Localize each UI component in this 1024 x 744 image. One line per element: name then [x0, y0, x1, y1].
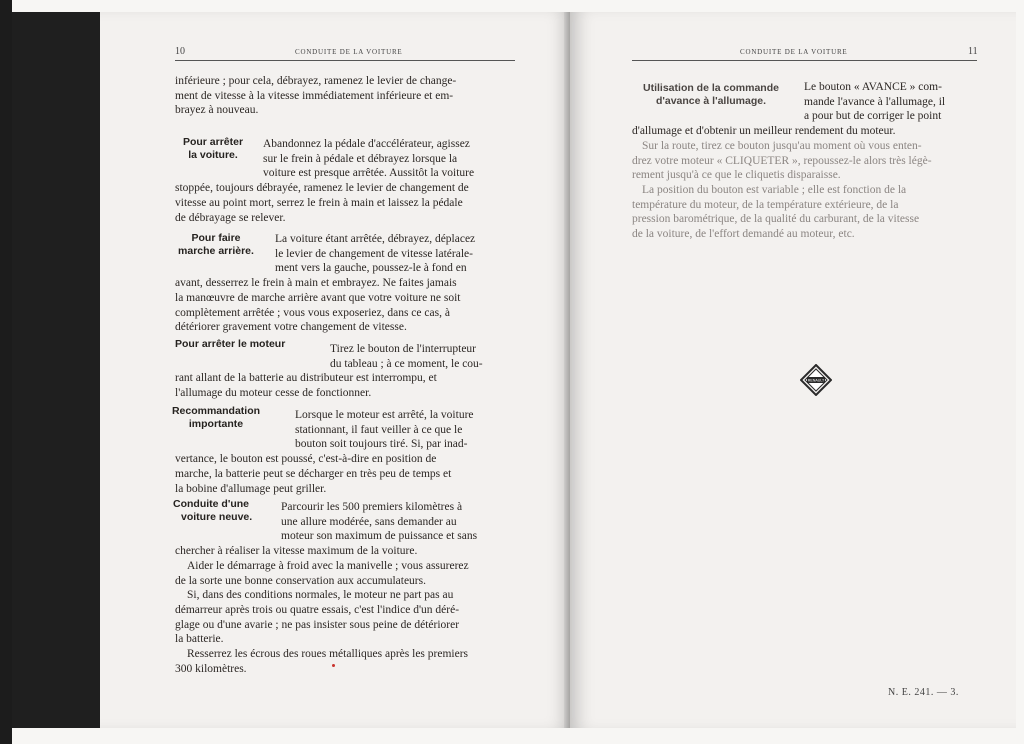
- section-paragraph-marche-arriere: La voiture étant arrêtée, débrayez, déplacez le levier de changement de vitesse latérale- ment vers la gauche, poussez-le à fond en avant, desserrez le frein à main et embrayez. Ne faites jamais la manœuvre de marche arrière avant que votre voiture ne soit complètement arrêtée ; vous vous exposeriez, dans ce cas, à détériorer gravement votre changement de vitesse.: [175, 233, 476, 334]
- text-line: brayez à nouveau.: [175, 104, 259, 117]
- section-heading-voiture-neuve: Conduite d'une voiture neuve.: [173, 498, 253, 523]
- right-header-rule: [632, 60, 977, 61]
- left-page: [100, 12, 570, 728]
- section-heading-marche-arriere: Pour faire marche arrière.: [178, 232, 254, 257]
- left-page-number: 10: [175, 46, 185, 57]
- text-line: ment de vitesse à la vitesse immédiatement inférieure et em-: [175, 89, 454, 102]
- section-heading-arreter-moteur: Pour arrêter le moteur: [175, 338, 286, 350]
- right-running-head: CONDUITE DE LA VOITURE: [740, 48, 848, 56]
- renault-diamond-logo: [800, 364, 832, 396]
- section-heading-recommandation: Recommandation importante: [171, 405, 261, 430]
- section-paragraph-recommandation: Lorsque le moteur est arrêté, la voiture stationnant, il faut veiller à ce que le bouton soit toujours tiré. Si, par inad- vertance, le bouton est poussé, c'est-à-dire en position de marche, la batterie peut se décharger en très peu de temps et la bobine d'allumage peut griller.: [175, 409, 474, 495]
- left-intro-paragraph: [175, 74, 515, 118]
- left-running-head: CONDUITE DE LA VOITURE: [295, 48, 403, 56]
- open-booklet: [12, 12, 1016, 728]
- right-page-number: 11: [968, 46, 978, 57]
- ink-speck: [332, 664, 335, 667]
- section-paragraph-arreter-voiture: Abandonnez la pédale d'accélérateur, agissez sur le frein à pédale et débrayez lorsque la voiture est presque arrêtée. Aussitôt la voiture stoppée, toujours débrayée, ramenez le levier de changement de vitesse au point mort, serrez le frein à main et laissez la pédale de débrayage se relever.: [175, 138, 475, 224]
- scanner-edge: [0, 0, 12, 744]
- right-page-footer-signature: N. E. 241. — 3.: [888, 687, 959, 698]
- text-line: inférieure ; pour cela, débrayez, ramenez le levier de change-: [175, 75, 457, 87]
- logo-text: RENAULT: [807, 378, 825, 383]
- section-heading-arreter-voiture: Pour arrêter la voiture.: [182, 136, 244, 161]
- section-paragraph-voiture-neuve: Parcourir les 500 premiers kilomètres à une allure modérée, sans demander au moteur son maximum de puissance et sans chercher à réaliser la vitesse maximum de la voiture. Aider le démarrage à froid avec la manivelle ; vous assurerez de la sorte une bonne conservation aux accumulateurs. Si, dans des conditions normales, le moteur ne part pas au démarreur après trois ou quatre essais, c'est l'indice d'un déré- glage ou d'une avarie ; ne pas insister sous peine de détériorer la batterie. Resserrez les écrous des roues métalliques après les premiers 300 kilomètres.: [175, 501, 478, 675]
- section-heading-avance-allumage: Utilisation de la commande d'avance à l'allumage.: [643, 82, 779, 107]
- section-paragraph-arreter-moteur: Tirez le bouton de l'interrupteur du tableau ; à ce moment, le cou- rant allant de la batterie au distributeur est interrompu, et l'allumage du moteur cesse de fonctionner.: [175, 343, 483, 400]
- right-page: [570, 12, 1016, 728]
- left-header-rule: [175, 60, 515, 61]
- section-paragraph-avance-allumage: Le bouton « AVANCE » com- mande l'avance à l'allumage, il a pour but de corriger le point d'allumage et d'obtenir un meilleur rendement du moteur. Sur la route, tirez ce bouton jusqu'au moment où vous enten- drez votre moteur « CLIQUETER », repoussez-le alors très légè- rement jusqu'à ce que le cliquetis disparaisse. La position du bouton est variable ; elle est fonction de la température du moteur, de la température extérieure, de la pression barométrique, de la qualité du carburant, de la vitesse de la voiture, de l'effort demandé au moteur, etc.: [632, 81, 946, 241]
